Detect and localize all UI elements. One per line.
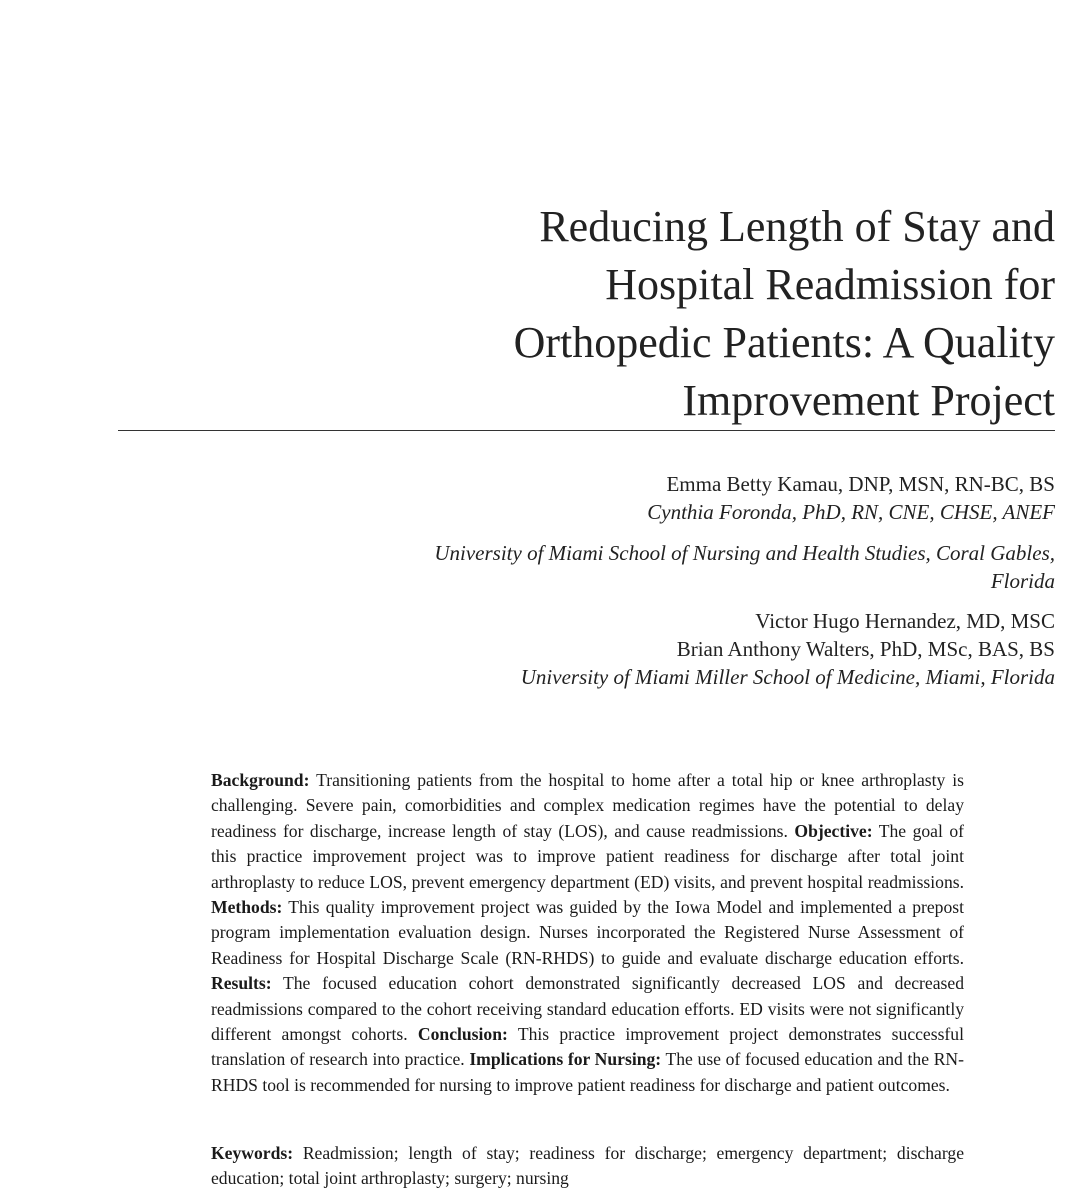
abstract-label-methods: Methods:: [211, 897, 283, 918]
abstract-text-background: Transitioning patients from the hospital to home after a total hip or knee arthroplasty is challenging. Severe pain, comorbidities and complex medication regimes have the potential to delay readiness for discharge, increase length of stay (LOS), and cause readmissions.: [211, 770, 964, 841]
keywords: [211, 1141, 964, 1192]
affiliation-1: [295, 539, 1055, 595]
affiliation-line: University of Miami School of Nursing and Health Studies, Coral Gables,: [434, 541, 1055, 565]
title-line-2: Hospital Readmission for: [605, 260, 1055, 309]
abstract-label-results: Results:: [211, 973, 272, 994]
title-divider: [118, 430, 1055, 431]
abstract-label-objective: Objective:: [794, 820, 873, 841]
affiliation-2: University of Miami Miller School of Medicine, Miami, Florida: [520, 665, 1055, 689]
author-name: Brian Anthony Walters, PhD, MSc, BAS, BS: [676, 637, 1055, 661]
author-block-2: [295, 607, 1055, 691]
abstract-label-conclusion: Conclusion:: [417, 1024, 508, 1045]
abstract-label-background: Background:: [211, 770, 310, 790]
abstract-label-implications: Implications for Nursing:: [469, 1049, 662, 1070]
abstract-text-results: The focused education cohort demonstrated significantly decreased LOS and decreased readmissions compared to the cohort receiving standard education efforts. ED visits were not significantly different amongst cohorts.: [211, 973, 964, 1045]
abstract-text-methods: This quality improvement project was guided by the Iowa Model and implemented a prepost program implementation evaluation design. Nurses incorporated the Registered Nurse Assessment of Readiness for Hospital Discharge Scale (RN-RHDS) to guide and evaluate discharge education efforts.: [211, 897, 964, 968]
title-line-3: Orthopedic Patients: A Quality: [513, 318, 1055, 367]
abstract-text-conclusion: This practice improvement project demonstrates successful translation of research into practice.: [211, 1024, 964, 1070]
abstract-text-implications: The use of focused education and the RN-RHDS tool is recommended for nursing to improve patient readiness for discharge and patient outcomes.: [211, 1049, 964, 1095]
keywords-text: Readmission; length of stay; readiness for discharge; emergency department; discharge education; total joint arthroplasty; surgery; nursing: [211, 1143, 964, 1189]
abstract-text-objective: The goal of this practice improvement project was to improve patient readiness for discharge after total joint arthroplasty to reduce LOS, prevent emergency department (ED) visits, and prevent hospital readmissions.: [211, 820, 964, 892]
title-line-1: Reducing Length of Stay and: [539, 202, 1055, 251]
abstract: [211, 768, 964, 1098]
article-title: [335, 198, 1055, 430]
affiliation-line: Florida: [990, 569, 1055, 593]
author-name: Cynthia Foronda, PhD, RN, CNE, CHSE, ANEF: [647, 500, 1055, 524]
author-name: Victor Hugo Hernandez, MD, MSC: [755, 609, 1055, 633]
author-name: Emma Betty Kamau, DNP, MSN, RN-BC, BS: [666, 472, 1055, 496]
title-line-4: Improvement Project: [682, 376, 1055, 425]
keywords-label: Keywords:: [211, 1143, 294, 1163]
author-block-1: [295, 470, 1055, 526]
